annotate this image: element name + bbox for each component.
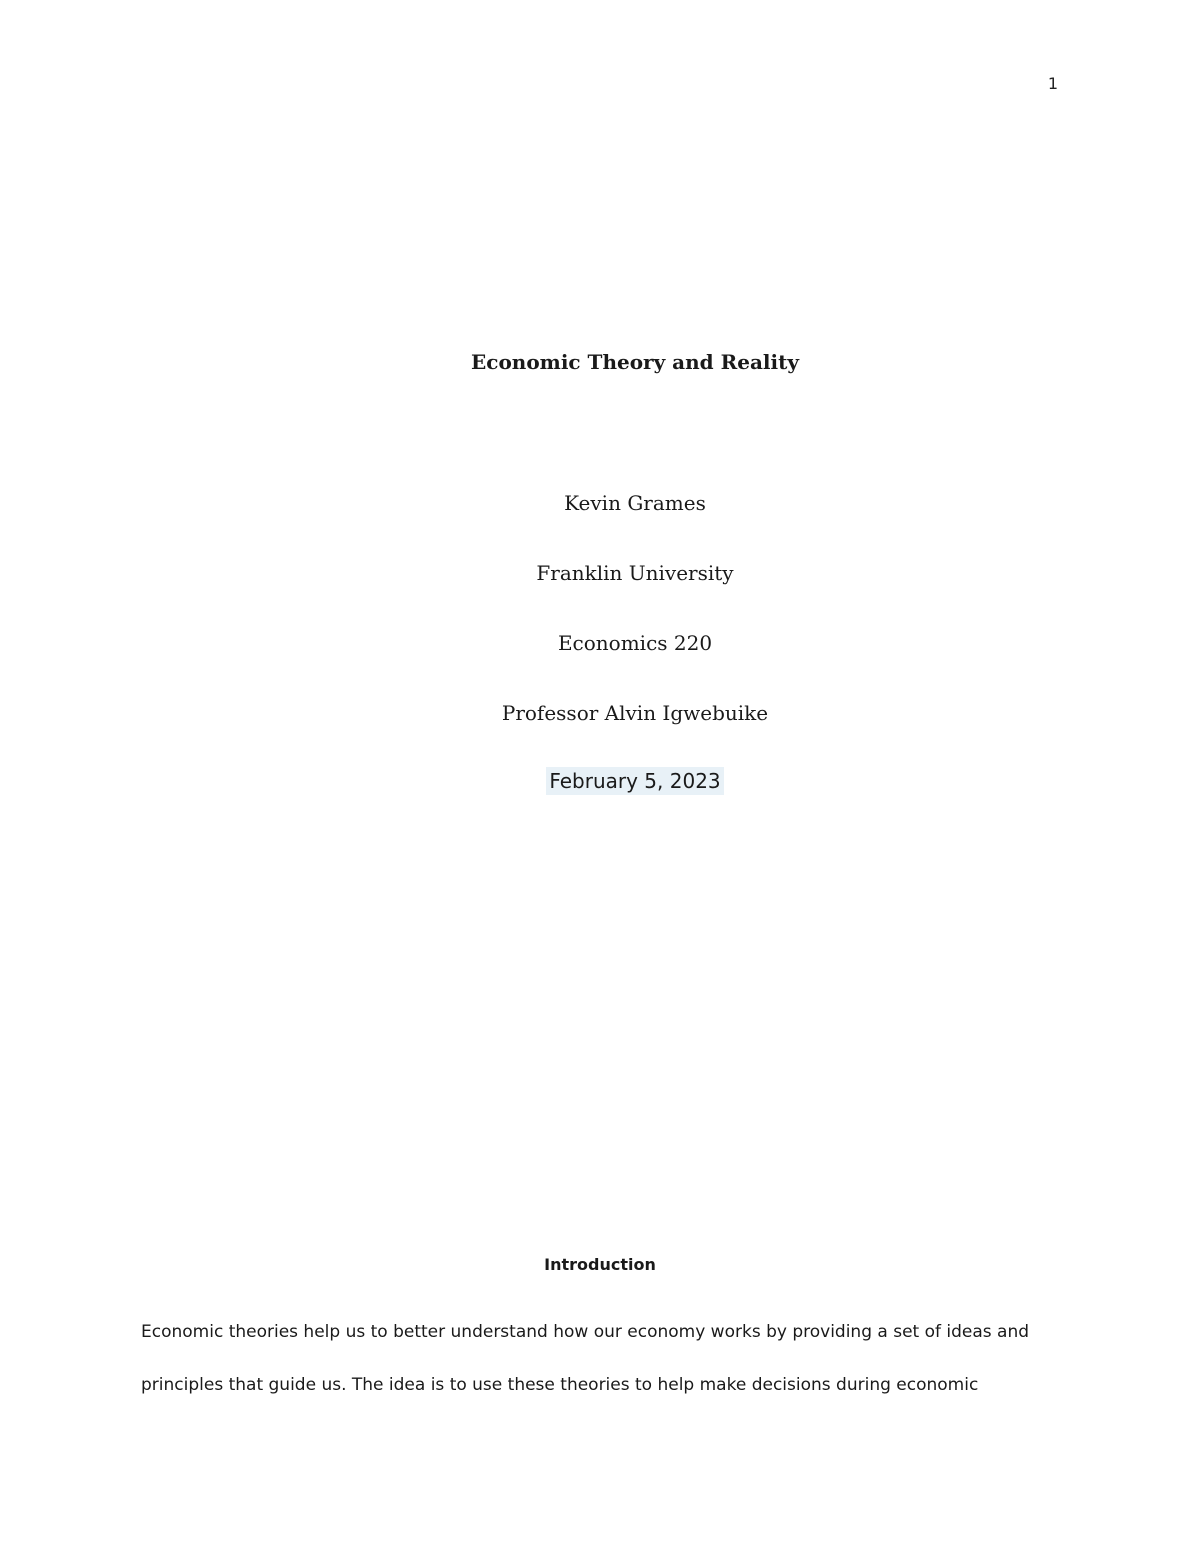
section-heading: Introduction: [544, 1255, 656, 1274]
institution-name: Franklin University: [536, 561, 734, 585]
instructor-name: Professor Alvin Igwebuike: [501, 701, 769, 725]
paragraph-line: principles that guide us. The idea is to use these theories to help make decisions during economic: [141, 1375, 979, 1395]
author-name: Kevin Grames: [564, 491, 706, 515]
paragraph-line: Economic theories help us to better understand how our economy works by providing a set of ideas and: [141, 1322, 1030, 1342]
paper-title: Economic Theory and Reality: [471, 350, 799, 374]
course-name: Economics 220: [557, 631, 713, 655]
date-line: [0, 767, 1200, 795]
date-highlighted[interactable]: February 5, 2023: [546, 767, 723, 795]
page-number: 1: [1047, 74, 1058, 93]
